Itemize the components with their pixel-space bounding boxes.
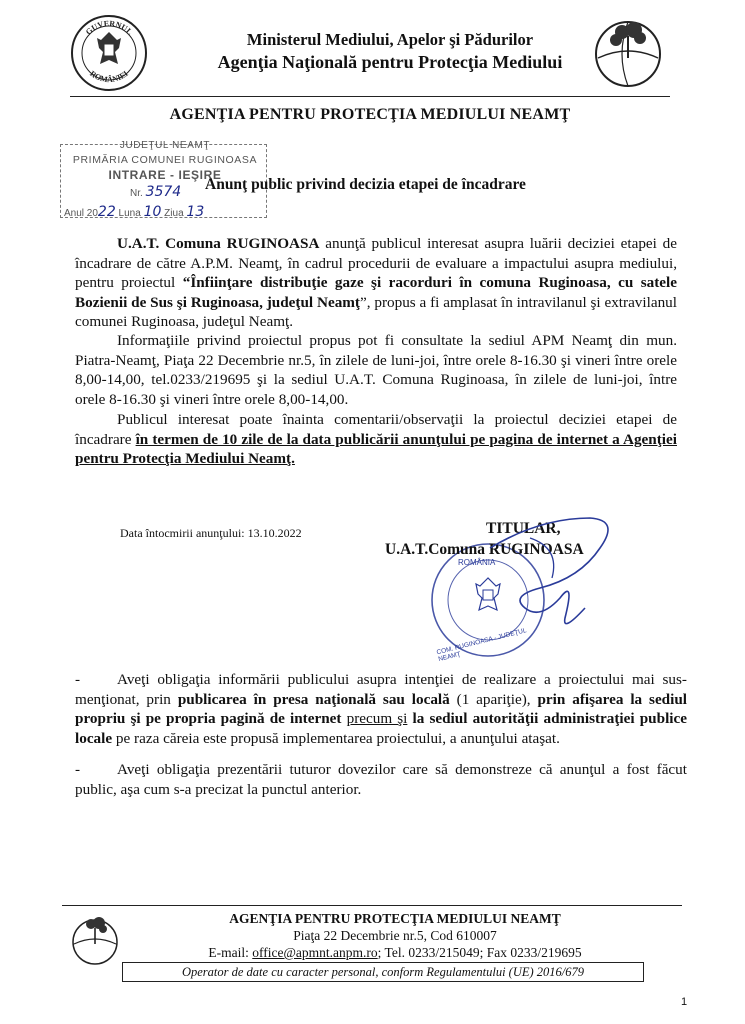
national-agency-name: Agenţia Naţională pentru Protecţia Mediului [217,52,563,72]
signatory-name: U.A.T.Comuna RUGINOASA [385,541,584,558]
stamp-register: INTRARE - IEŞIRE [108,168,222,182]
obligation-item-1 [75,670,687,748]
gdpr-notice: Operator de date cu caracter personal, conform Regulamentului (UE) 2016/679 [122,962,644,982]
o1-c: (1 apariţie), [449,690,538,708]
o1-i: pe raza căreia este propusă implementarea proiectului, a anunţului ataşat. [112,729,560,747]
round-stamp-bottom-text: COM. RUGINOASA - JUDEŢUL NEAMŢ [435,627,528,664]
announcement-date: Data întocmirii anunţului: 13.10.2022 [120,526,302,540]
government-seal-logo [70,14,148,92]
ministry-name: Ministerul Mediului, Apelor şi Pădurilor [246,30,534,49]
obligation-item-2 [75,760,687,799]
footer-divider [62,905,682,906]
seal-text-bottom: ROMÂNIEI [88,68,130,85]
announcement-paragraph-2 [75,331,677,409]
titular-label: TITULAR, [486,520,561,537]
p2-text: Informaţiile privind proiectul propus pot fi consultate la sediul APM Neamţ din mun. Piatra-Neamţ, Piaţa 22 Decembrie nr.5, în zilele de luni-joi, între orele 8-16.30 şi vineri între orele 8,00-14,00, tel.0233/219695 şi la sediul U.A.T. Comuna Ruginoasa, în zilele de luni-joi, între orele 8-16.30 şi vineri între orele 8,00-14,00. [75,332,677,408]
announcement-paragraph-3 [75,410,677,469]
handwritten-signature [470,508,640,638]
stamp-year-label: Anul 20 [64,208,98,219]
o2-text: Aveţi obligaţia prezentării tuturor dovezilor care să demonstreze că anunţul a fost făcut public, aşa cum s-a precizat la punctul anterior. [75,761,687,798]
seal-text-top: GUVERNUL [83,18,135,37]
o1-a: Aveţi obligaţia informării publicului asupra intenţiei de realizare a proiectului mai sus-menţionat, prin [75,671,687,708]
stamp-institution: PRIMĂRIA COMUNEI RUGINOASA [72,154,258,166]
page-number: 1 [681,996,688,1008]
stamp-day-value: 13 [186,204,205,220]
stamp-month-value: 10 [143,204,162,220]
applicant-name: U.A.T. Comuna RUGINOASA [117,235,320,252]
stamp-year-value: 22 [97,204,116,220]
stamp-day-label: Ziua [164,208,184,219]
round-stamp-top-text: ROMÂNIA [458,558,496,567]
p3-deadline: în termen de 10 zile de la data publicării anunţului pe pagina de internet a Agenţiei pentru Protecţia Mediului Neamţ. [75,430,677,467]
stamp-county: JUDEŢUL NEAMŢ [119,140,211,151]
project-name: “Înfiinţare distribuţie gaze şi racorduri în comuna Ruginoasa, cu satele Bozienii de Sus şi Ruginoasa, judeţul Neamţ [75,274,677,311]
footer-globe-logo [66,910,124,968]
anpm-globe-logo [588,14,668,90]
header-divider [70,96,670,97]
local-agency-title: AGENŢIA PENTRU PROTECŢIA MEDIULUI NEAMŢ [169,106,571,123]
footer-email-label: E-mail: [208,945,253,960]
footer-phone-fax: ; Tel. 0233/215049; Fax 0233/219695 [377,945,582,960]
o1-own-site: prin afişarea la sediul propriu şi pe propria pagină de internet [75,690,688,727]
footer-email-link[interactable]: office@apmnt.anpm.ro [252,945,378,960]
obligations-list [75,670,687,811]
p1-end: ”, propus a fi amplasat în intravilanul şi extravilanul comunei Ruginoasa, judeţul Neamţ. [75,293,677,330]
o1-press: publicarea în presa naţională sau locală [177,690,450,708]
o1-precum: precum şi [346,710,408,727]
announcement-paragraph-1 [75,234,677,332]
stamp-nr-label: Nr. [130,188,143,199]
stamp-month-label: Luna [118,208,141,219]
footer-contact [130,944,660,961]
o1-authority: la sediul autorităţii administraţiei publice locale [75,710,687,747]
footer-agency: AGENŢIA PENTRU PROTECŢIA MEDIULUI NEAMŢ [229,911,561,926]
p3-text: Publicul interesat poate înainta comentarii/observaţii la proiectul deciziei etapei de încadrare [75,411,677,448]
bullet-dash: - [75,761,81,778]
bullet-dash: - [75,671,81,688]
p1-text: anunţă publicul interesat asupra luării deciziei etapei de încadrare de către A.P.M. Neamţ, în cadrul procedurii de evaluare a impactului asupra mediului, pentru proiectul [75,235,677,291]
footer-address: Piaţa 22 Decembrie nr.5, Cod 610007 [293,928,497,943]
announcement-title: Anunţ public privind decizia etapei de încadrare [205,176,526,193]
stamp-nr-value: 3574 [145,184,182,200]
